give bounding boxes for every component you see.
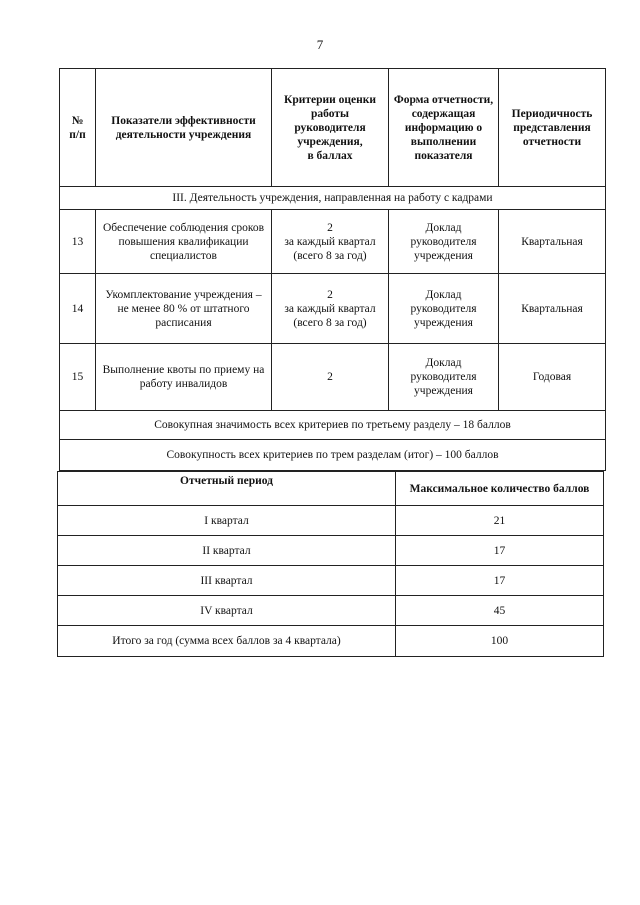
page-number: 7 — [316, 37, 324, 52]
quarter-period: II квартал — [58, 536, 396, 566]
year-total-label: Итого за год (сумма всех баллов за 4 квартала) — [58, 626, 396, 657]
row-number: 14 — [60, 274, 96, 344]
table-row — [58, 596, 604, 626]
table-row — [60, 274, 606, 344]
quarter-points: 45 — [396, 596, 604, 626]
quarter-points: 17 — [396, 536, 604, 566]
quarter-points: 21 — [396, 506, 604, 536]
table-row — [60, 344, 606, 411]
row-number: 13 — [60, 210, 96, 274]
row-report-form: Доклад руководителя учреждения — [389, 210, 499, 274]
row-indicator: Выполнение квоты по приему на работу инвалидов — [96, 344, 272, 411]
column-header-period: Отчетный период — [58, 472, 396, 506]
section-total-row — [60, 411, 606, 440]
grand-total: Совокупность всех критериев по трем разделам (итог) – 100 баллов — [60, 440, 606, 471]
column-header-criteria: Критерии оценки работы руководителя учреждения, в баллах — [272, 69, 389, 187]
indicators-table — [59, 68, 606, 471]
row-periodicity: Квартальная — [499, 274, 606, 344]
row-criteria: 2 за каждый квартал (всего 8 за год) — [272, 274, 389, 344]
row-number: 15 — [60, 344, 96, 411]
table-row-total — [58, 626, 604, 657]
column-header-periodicity: Периодичность представления отчетности — [499, 69, 606, 187]
table-header-row — [60, 69, 606, 187]
quarter-period: I квартал — [58, 506, 396, 536]
row-periodicity: Квартальная — [499, 210, 606, 274]
year-total-points: 100 — [396, 626, 604, 657]
table-row — [58, 506, 604, 536]
section-total: Совокупная значимость всех критериев по третьему разделу – 18 баллов — [60, 411, 606, 440]
table-row — [60, 210, 606, 274]
row-criteria: 2 — [272, 344, 389, 411]
column-header-max-points: Максимальное количество баллов — [396, 472, 604, 506]
row-criteria: 2 за каждый квартал (всего 8 за год) — [272, 210, 389, 274]
quarter-period: IV квартал — [58, 596, 396, 626]
quarter-points: 17 — [396, 566, 604, 596]
quarter-period: III квартал — [58, 566, 396, 596]
quarters-header-row — [58, 472, 604, 506]
row-indicator: Укомплектование учреждения – не менее 80 % от штатного расписания — [96, 274, 272, 344]
column-header-report-form: Форма отчетности, содержащая информацию о выполнении показателя — [389, 69, 499, 187]
column-header-number: № п/п — [60, 69, 96, 187]
row-report-form: Доклад руководителя учреждения — [389, 274, 499, 344]
table-row — [58, 536, 604, 566]
row-indicator: Обеспечение соблюдения сроков повышения квалификации специалистов — [96, 210, 272, 274]
column-header-indicator: Показатели эффективности деятельности учреждения — [96, 69, 272, 187]
table-row — [58, 566, 604, 596]
quarters-table — [57, 471, 604, 657]
row-periodicity: Годовая — [499, 344, 606, 411]
grand-total-row — [60, 440, 606, 471]
section-row — [60, 187, 606, 210]
row-report-form: Доклад руководителя учреждения — [389, 344, 499, 411]
section-title: III. Деятельность учреждения, направленная на работу с кадрами — [60, 187, 606, 210]
